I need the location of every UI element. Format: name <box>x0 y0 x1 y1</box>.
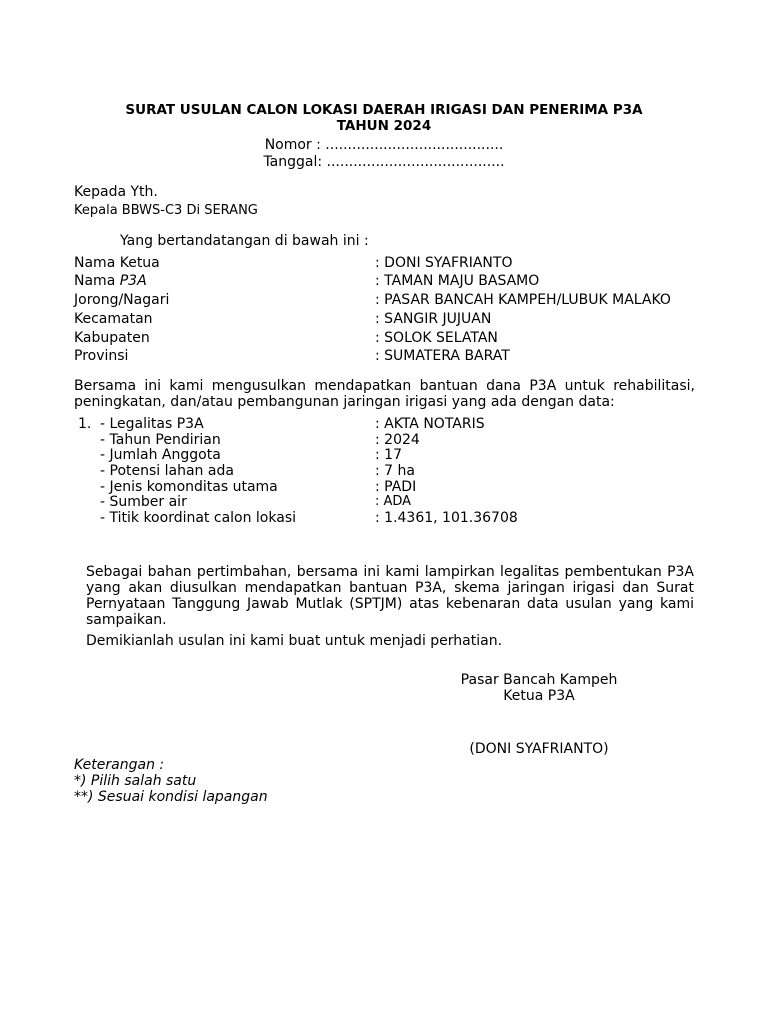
nomor-field: Nomor : ........................................ <box>264 137 504 153</box>
data-value-potensi: : 7 ha <box>375 463 415 479</box>
identity-value-nama-ketua: : DONI SYAFRIANTO <box>375 255 513 271</box>
data-value-anggota: : 17 <box>375 447 402 463</box>
data-label-anggota: - Jumlah Anggota <box>100 447 221 463</box>
identity-label-kabupaten: Kabupaten <box>74 330 150 346</box>
identity-label-italic: P3A <box>119 273 147 289</box>
data-label-koordinat: - Titik koordinat calon lokasi <box>100 510 296 526</box>
intro-text: Yang bertandatangan di bawah ini : <box>120 233 369 249</box>
consideration-paragraph: Sebagai bahan pertimbahan, bersama ini kami lampirkan legalitas pembentukan P3A yang akan diusulkan mendapatkan bantuan P3A, skema jaringan irigasi dan Surat Pernyataan Tanggung Jawab Mutlak (SPTJM) atas kebenaran data usulan yang kami sampaikan. <box>86 564 694 628</box>
data-value-tahun: : 2024 <box>375 432 420 448</box>
identity-label-prefix: Nama <box>74 273 120 289</box>
note-1: *) Pilih salah satu <box>74 773 197 789</box>
signature-name: (DONI SYAFRIANTO) <box>469 741 609 757</box>
data-label-legalitas: - Legalitas P3A <box>100 416 204 432</box>
data-label-sumber-air: - Sumber air <box>100 494 187 510</box>
signature-place: Pasar Bancah Kampeh <box>460 672 618 688</box>
identity-value-provinsi: : SUMATERA BARAT <box>375 348 510 364</box>
tanggal-field: Tanggal: ........................................ <box>263 154 505 170</box>
note-2: **) Sesuai kondisi lapangan <box>74 789 268 805</box>
data-label-komoditas: - Jenis komonditas utama <box>100 479 278 495</box>
addressee: Kepala BBWS-C3 Di SERANG <box>74 203 258 218</box>
closing-text: Demikianlah usulan ini kami buat untuk menjadi perhatian. <box>86 633 503 649</box>
notes-heading: Keterangan : <box>74 757 165 773</box>
greeting: Kepada Yth. <box>74 184 158 200</box>
document-title: SURAT USULAN CALON LOKASI DAERAH IRIGASI DAN PENERIMA P3A <box>125 102 643 118</box>
identity-value-kecamatan: : SANGIR JUJUAN <box>375 311 492 327</box>
identity-label-nama-ketua: Nama Ketua <box>74 255 160 271</box>
signature-role: Ketua P3A <box>503 688 575 704</box>
list-number: 1. <box>78 416 92 432</box>
identity-label-nama-p3a <box>74 273 147 289</box>
proposal-paragraph: Bersama ini kami mengusulkan mendapatkan bantuan dana P3A untuk rehabilitasi, peningkatan, dan/atau pembangunan jaringan irigasi yang ada dengan data: <box>74 378 695 410</box>
data-label-tahun: - Tahun Pendirian <box>100 432 221 448</box>
data-value-komoditas: : PADI <box>375 479 417 495</box>
identity-value-nama-p3a: : TAMAN MAJU BASAMO <box>375 273 540 289</box>
data-value-sumber-air: : ADA <box>375 494 412 509</box>
identity-label-kecamatan: Kecamatan <box>74 311 153 327</box>
data-value-koordinat: : 1.4361, 101.36708 <box>375 510 518 526</box>
identity-value-kabupaten: : SOLOK SELATAN <box>375 330 498 346</box>
data-label-potensi: - Potensi lahan ada <box>100 463 234 479</box>
identity-label-provinsi: Provinsi <box>74 348 129 364</box>
data-value-legalitas: : AKTA NOTARIS <box>375 416 485 432</box>
identity-label-jorong: Jorong/Nagari <box>74 292 170 308</box>
identity-value-jorong: : PASAR BANCAH KAMPEH/LUBUK MALAKO <box>375 292 671 308</box>
document-year: TAHUN 2024 <box>336 118 432 134</box>
